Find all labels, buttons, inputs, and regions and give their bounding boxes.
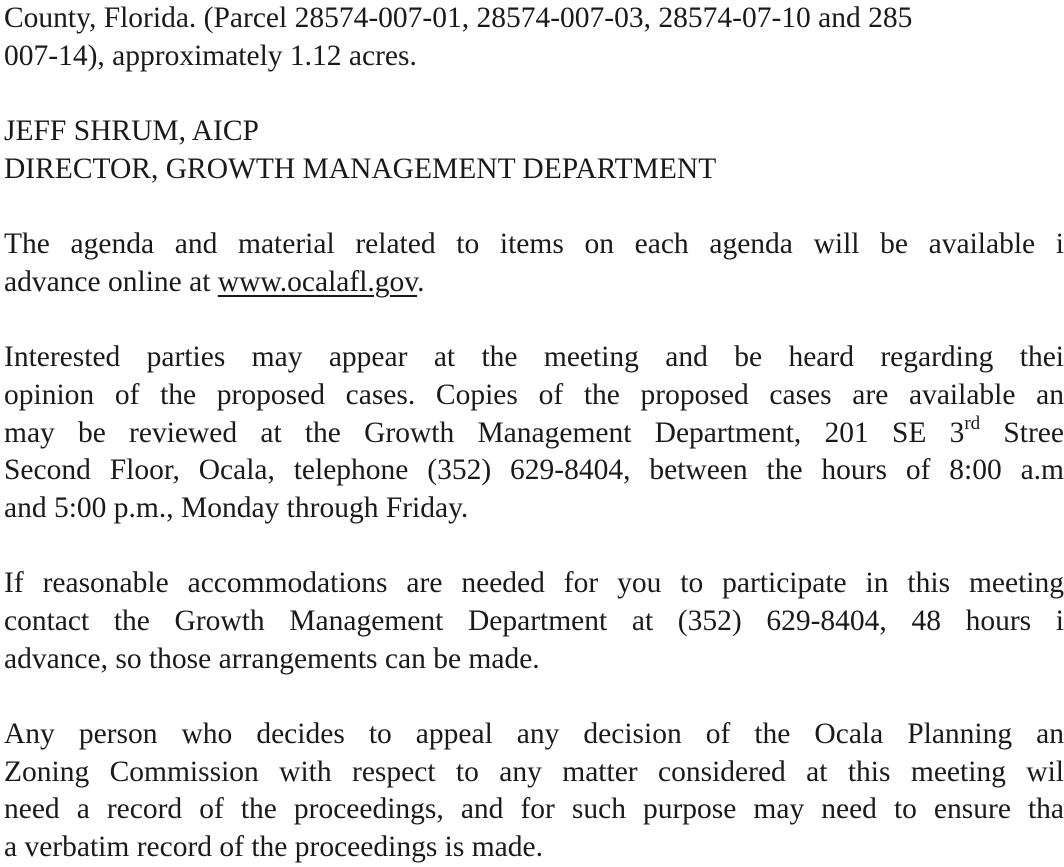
ordinal-superscript: rd xyxy=(964,412,981,434)
accommodations-line-2: contact the Growth Management Department at (352) 629-8404, 48 hours i xyxy=(4,605,1064,637)
interested-line-3-prefix: may be reviewed at the Growth Management Department, 201 SE 3 xyxy=(4,416,965,449)
interested-line-4: Second Floor, Ocala, telephone (352) 629-8404, between the hours of 8:00 a.m xyxy=(4,454,1064,487)
document-page xyxy=(4,0,1064,867)
property-description xyxy=(4,0,1064,75)
appeal-line-1: Any person who decides to appeal any decision of the Ocala Planning an xyxy=(4,718,1064,751)
accommodations-line-3: advance, so those arrangements can be made. xyxy=(4,642,540,675)
ocala-website-link[interactable]: www.ocalafl.gov xyxy=(217,265,418,298)
signature-block xyxy=(4,113,1064,188)
spacer xyxy=(4,188,1064,226)
signer-name: JEFF SHRUM, AICP xyxy=(4,115,259,148)
agenda-line-2-suffix: . xyxy=(417,265,425,298)
interested-line-3-suffix: Stree xyxy=(980,416,1064,449)
property-line-2: 007-14), approximately 1.12 acres. xyxy=(4,39,417,72)
appeal-line-3: need a record of the proceedings, and for such purpose may need to ensure tha xyxy=(4,793,1064,826)
spacer xyxy=(4,302,1064,340)
interested-line-2: opinion of the proposed cases. Copies of the proposed cases are available an xyxy=(4,378,1064,411)
interested-line-3 xyxy=(4,412,1064,453)
interested-line-1: Interested parties may appear at the meeting and be heard regarding thei xyxy=(4,341,1064,374)
agenda-line-2 xyxy=(4,264,1064,302)
spacer xyxy=(4,528,1064,566)
spacer xyxy=(4,678,1064,716)
interested-line-5: and 5:00 p.m., Monday through Friday. xyxy=(4,491,469,524)
appeal-paragraph xyxy=(4,716,1064,867)
spacer xyxy=(4,75,1064,113)
accommodations-line-1: If reasonable accommodations are needed for you to participate in this meeting xyxy=(4,567,1064,600)
agenda-line-1: The agenda and material related to items on each agenda will be available i xyxy=(4,228,1064,261)
property-line-1: County, Florida. (Parcel 28574-007-01, 28574-007-03, 28574-07-10 and 285 xyxy=(4,2,913,34)
agenda-line-2-prefix: advance online at xyxy=(4,265,218,298)
appeal-line-4: a verbatim record of the proceedings is made. xyxy=(4,831,543,864)
accommodations-paragraph xyxy=(4,565,1064,678)
signer-title: DIRECTOR, GROWTH MANAGEMENT DEPARTMENT xyxy=(4,152,717,185)
interested-parties-paragraph xyxy=(4,339,1064,527)
appeal-line-2: Zoning Commission with respect to any matter considered at this meeting wil xyxy=(4,755,1064,788)
agenda-paragraph xyxy=(4,226,1064,301)
